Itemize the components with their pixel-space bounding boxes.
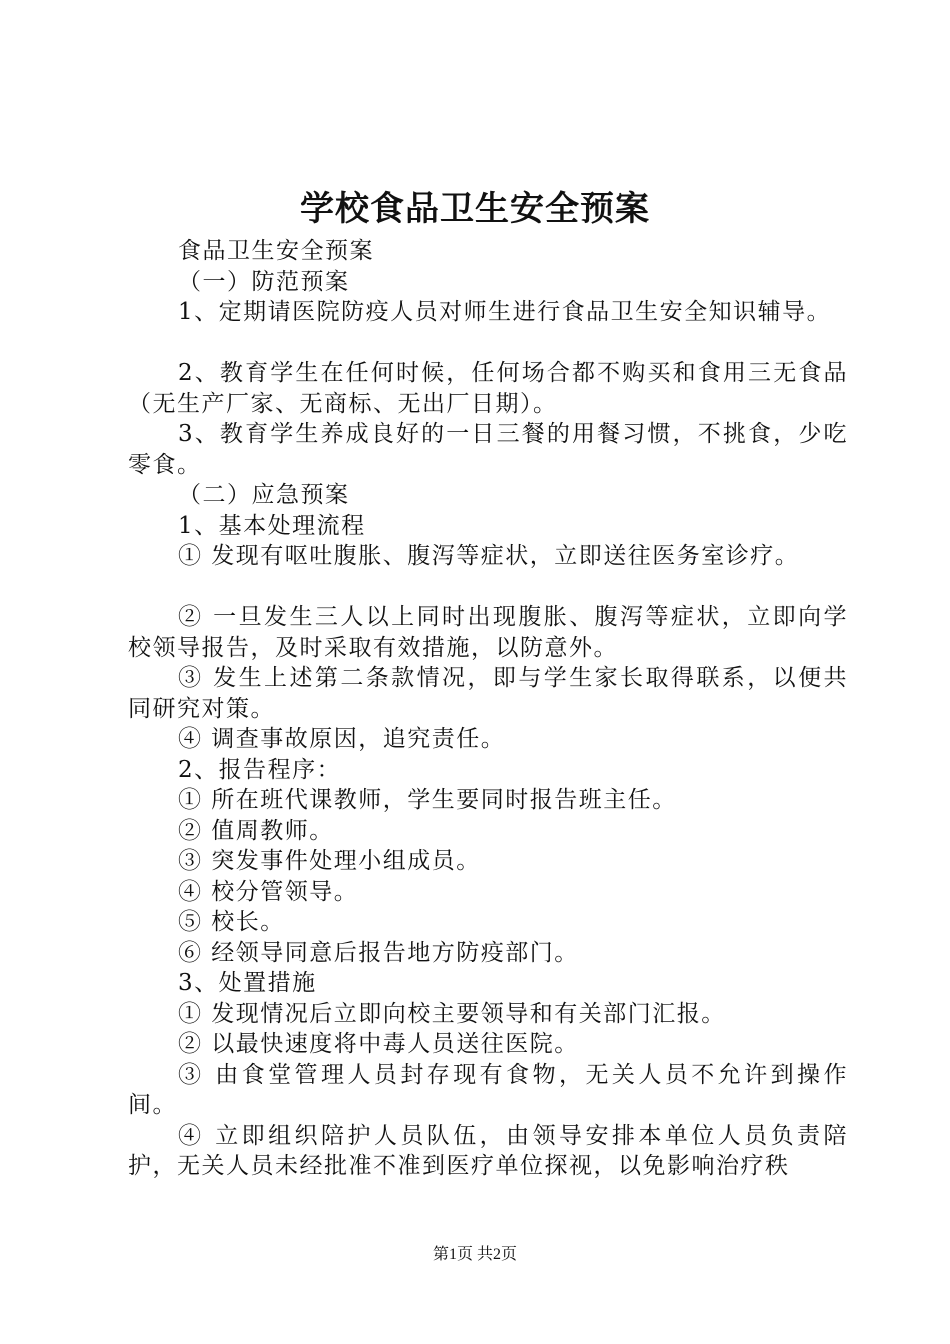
list-item: ① 发现有呕吐腹胀、腹泻等症状，立即送往医务室诊疗。 [178, 543, 800, 569]
subsection-heading: 3、处置措施 [178, 970, 317, 996]
list-item: ④ 校分管领导。 [178, 878, 359, 905]
list-item: ④ 立即组织陪护人员队伍，由领导安排本单位人员负责陪护，无关人员未经批准不准到医疗单位探视，以免影响治疗秩 [128, 1122, 848, 1179]
list-item: ③ 发生上述第二条款情况，即与学生家长取得联系，以便共同研究对策。 [128, 665, 848, 722]
list-item: ③ 由食堂管理人员封存现有食物，无关人员不允许到操作间。 [128, 1061, 848, 1118]
paragraph: 2、教育学生在任何时候，任何场合都不购买和食用三无食品（无生产厂家、无商标、无出厂日期）。 [128, 360, 848, 417]
document-body [128, 236, 848, 1182]
paragraph: 1、定期请医院防疫人员对师生进行食品卫生安全知识辅导。 [178, 299, 832, 325]
list-item: ② 值周教师。 [178, 817, 334, 844]
list-item: ② 一旦发生三人以上同时出现腹胀、腹泻等症状，立即向学校领导报告，及时采取有效措施，以防意外。 [128, 604, 848, 661]
paragraph-heading: 食品卫生安全预案 [178, 238, 374, 264]
list-item: ① 所在班代课教师，学生要同时报告班主任。 [178, 787, 677, 813]
paragraph: 3、教育学生养成良好的一日三餐的用餐习惯，不挑食，少吃零食。 [128, 421, 848, 478]
list-item: ③ 突发事件处理小组成员。 [178, 848, 481, 874]
page-footer: 第1页 共2页 [432, 1246, 517, 1263]
list-item: ② 以最快速度将中毒人员送往医院。 [178, 1031, 579, 1057]
list-item: ① 发现情况后立即向校主要领导和有关部门汇报。 [178, 1000, 726, 1027]
section-heading-prevention: （一）防范预案 [178, 268, 350, 295]
subsection-heading: 1、基本处理流程 [178, 512, 366, 539]
subsection-heading: 2、报告程序： [178, 756, 342, 783]
document-title: 学校食品卫生安全预案 [300, 189, 650, 229]
list-item: ⑥ 经领导同意后报告地方防疫部门。 [178, 939, 579, 966]
list-item: ④ 调查事故原因，追究责任。 [178, 726, 506, 752]
list-item: ⑤ 校长。 [178, 909, 285, 935]
section-heading-emergency: （二）应急预案 [178, 482, 350, 508]
